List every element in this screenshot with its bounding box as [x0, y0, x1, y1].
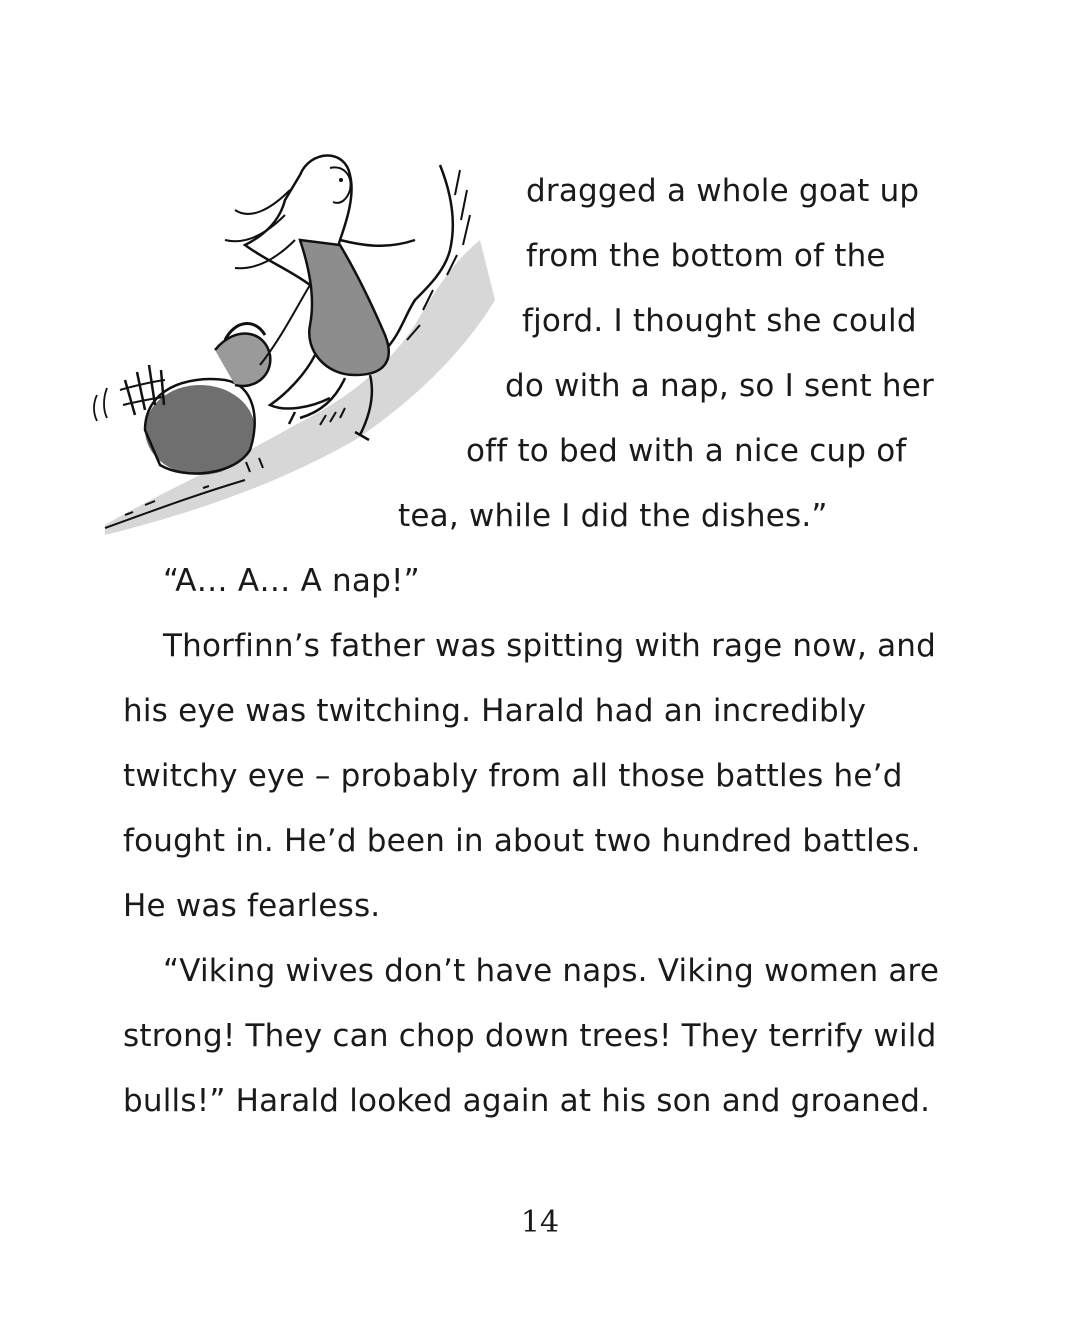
wrap-line: do with a nap, so I sent her — [505, 368, 934, 404]
body-line: twitchy eye – probably from all those battles he’d — [123, 758, 903, 794]
body-line: fought in. He’d been in about two hundred battles. — [123, 823, 921, 859]
wrap-line: tea, while I did the dishes.” — [398, 498, 828, 534]
body-line: his eye was twitching. Harald had an incredibly — [123, 693, 867, 729]
page-number: 14 — [520, 1205, 560, 1240]
woman-dragging-goat-illustration — [85, 150, 505, 540]
wrap-line: off to bed with a nice cup of — [466, 433, 907, 469]
body-line: strong! They can chop down trees! They terrify wild — [123, 1018, 937, 1054]
body-line: Thorfinn’s father was spitting with rage now, and — [163, 628, 937, 664]
body-line: bulls!” Harald looked again at his son and groaned. — [123, 1083, 931, 1119]
wrap-line: dragged a whole goat up — [526, 173, 920, 209]
body-line: He was fearless. — [123, 888, 381, 924]
wrap-line: fjord. I thought she could — [522, 303, 917, 339]
wrap-line: from the bottom of the — [526, 238, 886, 274]
body-line: “Viking wives don’t have naps. Viking women are — [163, 953, 940, 989]
body-line: “A… A… A nap!” — [163, 563, 420, 599]
